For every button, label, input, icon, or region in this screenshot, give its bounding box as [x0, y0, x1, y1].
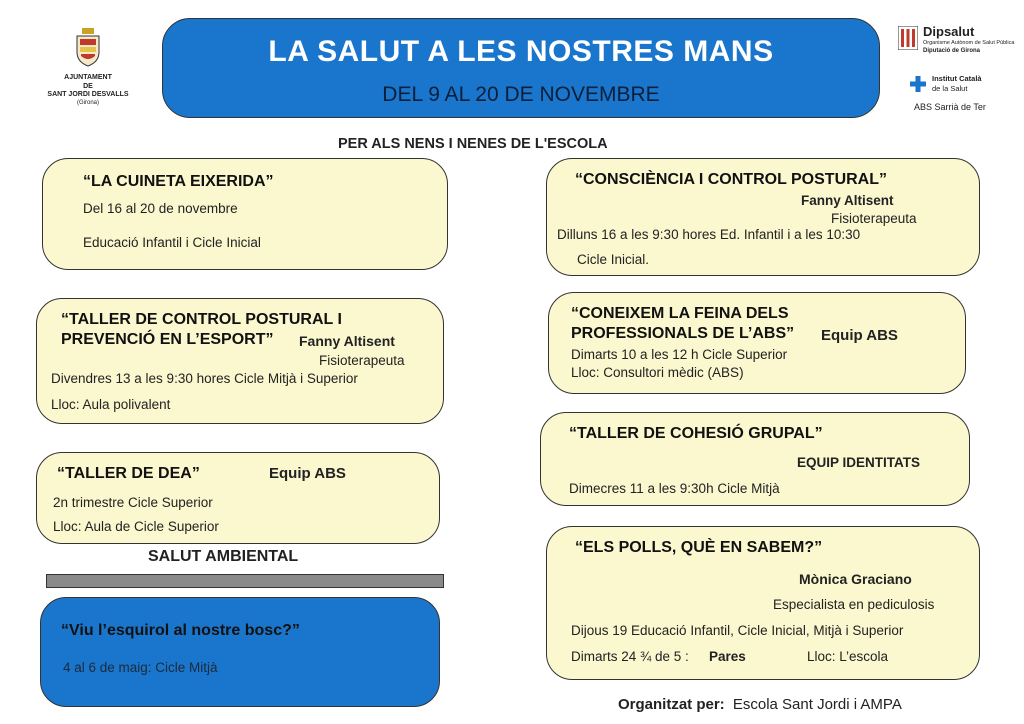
postural-person: Fanny Altisent — [299, 333, 395, 349]
logo-left-line3: SANT JORDI DESVALLS — [47, 91, 129, 98]
logo-left-line4: (Girona) — [76, 100, 99, 106]
card-cuineta — [42, 158, 448, 270]
consciencia-line2: Cicle Inicial. — [577, 252, 650, 267]
section-env-heading: SALUT AMBIENTAL — [148, 548, 299, 565]
section-kids-heading: PER ALS NENS I NENES DE L'ESCOLA — [338, 136, 608, 152]
postural-date: Divendres 13 a les 9:30 hores Cicle Mitjà i Superior — [51, 371, 358, 386]
postural-place: Lloc: Aula polivalent — [51, 397, 171, 412]
ics-line2: de la Salut — [932, 84, 968, 93]
dipsalut-line2: Diputació de Girona — [923, 48, 981, 54]
polls-who: Pares — [709, 649, 746, 664]
consciencia-line1: Dilluns 16 a les 9:30 hores Ed. Infantil i a les 10:30 — [557, 227, 861, 242]
postural-title-line1: “TALLER DE CONTROL POSTURAL I — [61, 311, 342, 328]
polls-title: “ELS POLLS, QUÈ EN SABEM?” — [575, 539, 823, 556]
dipsalut-logo — [898, 24, 1018, 68]
ajuntament-logo — [38, 28, 138, 120]
health-cross-icon — [910, 76, 926, 92]
coneixem-place: Lloc: Consultori mèdic (ABS) — [571, 365, 744, 380]
coneixem-title-line2: PROFESSIONALS DE L’ABS” — [571, 325, 795, 342]
cohesio-date: Dimecres 11 a les 9:30h Cicle Mitjà — [569, 481, 780, 496]
card-polls — [546, 526, 980, 680]
footer-org: Escola Sant Jordi i AMPA — [732, 696, 902, 713]
footer — [618, 696, 902, 713]
coat-of-arms-icon — [73, 28, 103, 68]
ics-logo — [910, 74, 1020, 122]
dipsalut-line1: Organisme Autònom de Salut Pública — [923, 40, 1015, 46]
card-postural — [36, 298, 444, 424]
page-title: LA SALUT A LES NOSTRES MANS — [268, 35, 774, 68]
card-coneixem — [548, 292, 966, 394]
logo-left-line2: DE — [83, 83, 93, 90]
postural-title-line2: PREVENCIÓ EN L’ESPORT” — [61, 331, 274, 348]
postural-role: Fisioterapeuta — [319, 353, 405, 368]
consciencia-person: Fanny Altisent — [801, 193, 894, 208]
cuineta-group: Educació Infantil i Cicle Inicial — [83, 235, 261, 250]
card-cohesio — [540, 412, 970, 506]
logo-left-line1: AJUNTAMENT — [64, 74, 112, 81]
dipsalut-name: Dipsalut — [923, 24, 975, 39]
page-subtitle: DEL 9 AL 20 DE NOVEMBRE — [382, 83, 660, 106]
dea-title: “TALLER DE DEA” — [57, 465, 200, 482]
esquirol-title: “Viu l’esquirol al nostre bosc?” — [61, 622, 300, 639]
polls-person: Mònica Graciano — [799, 571, 912, 587]
card-dea — [36, 452, 440, 544]
dea-person: Equip ABS — [269, 465, 346, 482]
cohesio-title: “TALLER DE COHESIÓ GRUPAL” — [569, 425, 823, 442]
footer-label: Organitzat per: — [618, 696, 725, 713]
coneixem-person: Equip ABS — [821, 327, 898, 344]
card-esquirol — [40, 597, 440, 707]
cuineta-date: Del 16 al 20 de novembre — [83, 201, 238, 216]
consciencia-title: “CONSCIÈNCIA I CONTROL POSTURAL” — [575, 171, 888, 188]
polls-role: Especialista en pediculosis — [773, 597, 935, 612]
ics-line1: Institut Català — [932, 74, 982, 83]
abs-name: ABS Sarrià de Ter — [914, 102, 986, 112]
polls-place: Lloc: L’escola — [807, 649, 889, 664]
esquirol-date: 4 al 6 de maig: Cicle Mitjà — [63, 660, 218, 675]
title-banner — [162, 18, 880, 118]
coneixem-title-line1: “CONEIXEM LA FEINA DELS — [571, 305, 789, 322]
dea-place: Lloc: Aula de Cicle Superior — [53, 519, 219, 534]
dea-date: 2n trimestre Cicle Superior — [53, 495, 213, 510]
coneixem-date: Dimarts 10 a les 12 h Cicle Superior — [571, 347, 788, 362]
polls-date2: Dimarts 24 ¾ de 5 : — [571, 649, 689, 664]
consciencia-role: Fisioterapeuta — [831, 211, 917, 226]
polls-date1: Dijous 19 Educació Infantil, Cicle Inicial, Mitjà i Superior — [571, 623, 904, 638]
cuineta-title: “LA CUINETA EIXERIDA” — [83, 173, 274, 190]
card-consciencia — [546, 158, 980, 276]
dipsalut-emblem-icon — [898, 26, 918, 50]
divider-bar — [46, 574, 444, 588]
cohesio-person: EQUIP IDENTITATS — [797, 455, 921, 470]
